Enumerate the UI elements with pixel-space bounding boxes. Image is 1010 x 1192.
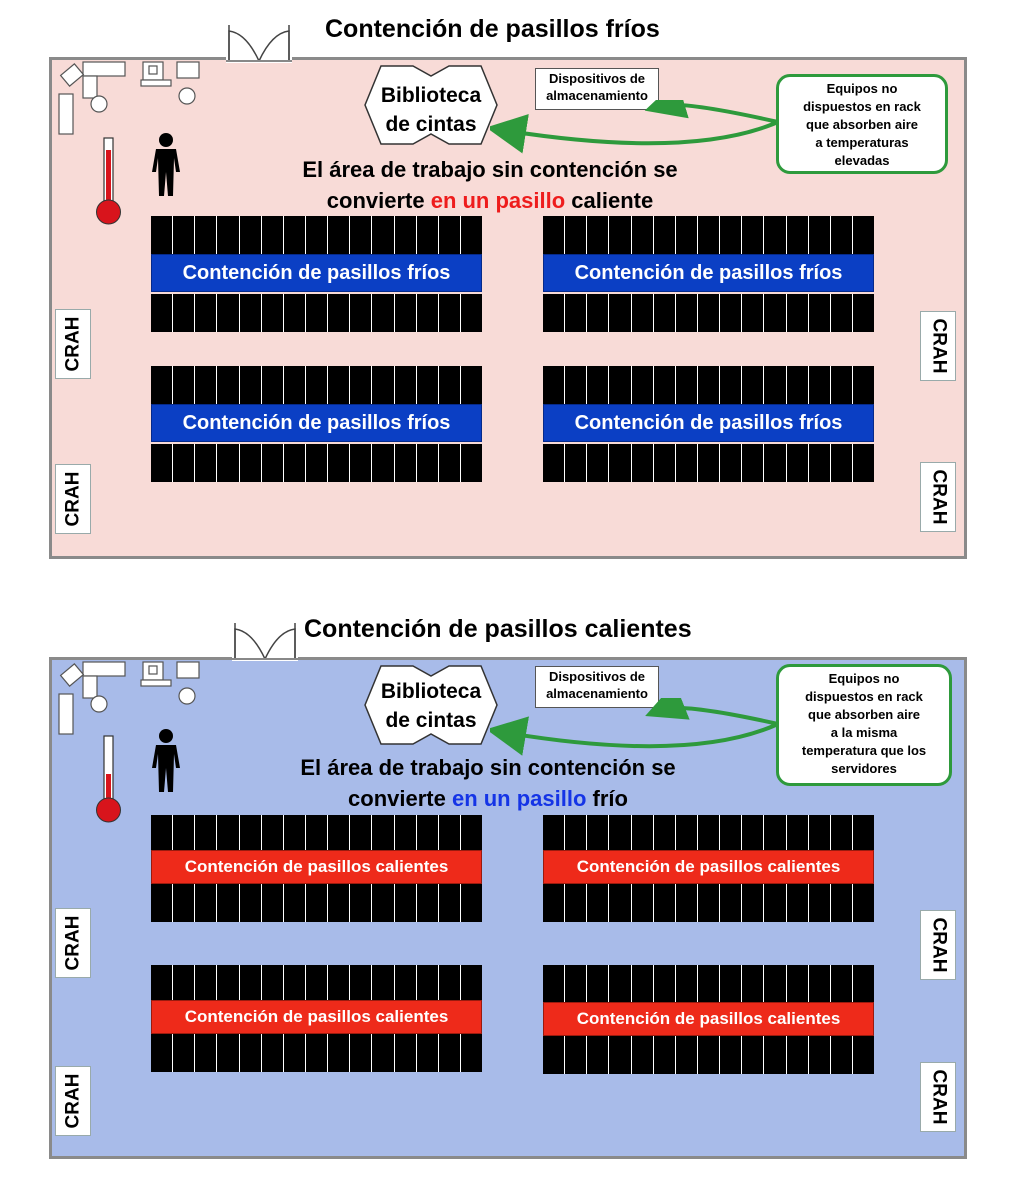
rack-cabinet	[438, 294, 460, 332]
rack-cabinet	[151, 1034, 172, 1072]
rack-cabinet	[586, 216, 608, 254]
rack-cabinet	[194, 294, 216, 332]
rack-cabinet	[786, 815, 808, 853]
rack-cabinet	[216, 815, 238, 853]
rack-cabinet	[261, 815, 283, 853]
hot-containment-band: Contención de pasillos calientes	[543, 850, 874, 884]
crah-unit: CRAH	[920, 462, 956, 532]
rack-cabinet	[763, 444, 785, 482]
rack-cabinet	[763, 216, 785, 254]
rack-cabinet	[261, 884, 283, 922]
rack-cabinet	[786, 965, 808, 1003]
rack-cabinet	[172, 366, 194, 404]
rack-row	[151, 965, 482, 1003]
rack-cabinet	[808, 815, 830, 853]
rack-cabinet	[852, 884, 874, 922]
rack-cabinet	[763, 1036, 785, 1074]
rack-cabinet	[564, 366, 586, 404]
rack-cabinet	[653, 884, 675, 922]
rack-cabinet	[675, 1036, 697, 1074]
rack-cabinet	[151, 884, 172, 922]
rack-cabinet	[216, 884, 238, 922]
rack-cabinet	[349, 1034, 371, 1072]
rack-cabinet	[261, 216, 283, 254]
crah-unit: CRAH	[920, 1062, 956, 1132]
cold-aisle-section	[0, 0, 1010, 570]
rack-cabinet	[830, 294, 852, 332]
rack-cabinet	[349, 444, 371, 482]
rack-cabinet	[151, 294, 172, 332]
rack-cabinet	[305, 884, 327, 922]
rack-cabinet	[697, 444, 719, 482]
door-icon	[232, 619, 298, 661]
rack-cabinet	[808, 884, 830, 922]
rack-cabinet	[719, 216, 741, 254]
rack-cabinet	[172, 216, 194, 254]
rack-cabinet	[327, 884, 349, 922]
rack-row	[151, 216, 482, 254]
rack-cabinet	[305, 815, 327, 853]
person-icon	[148, 132, 184, 198]
rack-cabinet	[371, 1034, 393, 1072]
rack-cabinet	[719, 444, 741, 482]
rack-cabinet	[830, 1036, 852, 1074]
rack-cabinet	[194, 444, 216, 482]
rack-cabinet	[741, 965, 763, 1003]
rack-cabinet	[371, 965, 393, 1003]
rack-cabinet	[394, 216, 416, 254]
door-icon	[226, 21, 292, 63]
rack-cabinet	[327, 366, 349, 404]
rack-cabinet	[675, 444, 697, 482]
rack-cabinet	[371, 216, 393, 254]
rack-cabinet	[697, 815, 719, 853]
rack-cabinet	[216, 1034, 238, 1072]
rack-cabinet	[394, 294, 416, 332]
rack-cabinet	[151, 815, 172, 853]
rack-cabinet	[608, 216, 630, 254]
rack-cabinet	[697, 884, 719, 922]
rack-cabinet	[216, 216, 238, 254]
rack-cabinet	[586, 965, 608, 1003]
rack-cabinet	[460, 815, 482, 853]
rack-cabinet	[675, 884, 697, 922]
rack-cabinet	[741, 216, 763, 254]
storage-devices-box: Dispositivos de almacenamiento	[535, 666, 659, 708]
rack-cabinet	[438, 965, 460, 1003]
rack-cabinet	[697, 965, 719, 1003]
rack-cabinet	[349, 815, 371, 853]
rack-cabinet	[172, 884, 194, 922]
rack-cabinet	[586, 444, 608, 482]
rack-cabinet	[438, 815, 460, 853]
rack-cabinet	[719, 1036, 741, 1074]
person-icon	[148, 728, 184, 794]
rack-row	[151, 366, 482, 404]
rack-row	[543, 1036, 874, 1074]
green-arrows	[490, 698, 790, 758]
rack-cabinet	[608, 965, 630, 1003]
work-area-label: El área de trabajo sin contención se convierte en un pasillo frío	[300, 755, 676, 811]
rack-cabinet	[719, 815, 741, 853]
rack-cabinet	[763, 366, 785, 404]
rack-cabinet	[852, 366, 874, 404]
rack-cabinet	[631, 884, 653, 922]
rack-cabinet	[852, 815, 874, 853]
storage-devices-box: Dispositivos de almacenamiento	[535, 68, 659, 110]
rack-cabinet	[741, 1036, 763, 1074]
rack-cabinet	[808, 216, 830, 254]
rack-cabinet	[394, 366, 416, 404]
rack-cabinet	[631, 1036, 653, 1074]
rack-row	[543, 815, 874, 853]
green-arrows	[490, 100, 790, 160]
rack-cabinet	[741, 884, 763, 922]
rack-cabinet	[608, 366, 630, 404]
rack-cabinet	[305, 965, 327, 1003]
rack-cabinet	[543, 965, 564, 1003]
rack-cabinet	[371, 366, 393, 404]
rack-cabinet	[151, 965, 172, 1003]
rack-cabinet	[194, 1034, 216, 1072]
rack-cabinet	[283, 815, 305, 853]
rack-cabinet	[543, 366, 564, 404]
cold-containment-band: Contención de pasillos fríos	[151, 254, 482, 292]
rack-cabinet	[172, 1034, 194, 1072]
rack-cabinet	[852, 444, 874, 482]
rack-cabinet	[653, 366, 675, 404]
rack-cabinet	[543, 294, 564, 332]
rack-cabinet	[239, 884, 261, 922]
rack-cabinet	[852, 1036, 874, 1074]
rack-cabinet	[675, 216, 697, 254]
work-area-label: El área de trabajo sin contención se convierte en un pasillo caliente	[302, 157, 678, 213]
rack-cabinet	[586, 366, 608, 404]
rack-cabinet	[852, 965, 874, 1003]
non-rack-equipment-note: Equipos no dispuestos en rack que absorben aire a temperaturas elevadas	[776, 74, 948, 174]
rack-cabinet	[786, 294, 808, 332]
rack-cabinet	[305, 444, 327, 482]
rack-cabinet	[283, 965, 305, 1003]
crah-unit: CRAH	[55, 908, 91, 978]
rack-cabinet	[438, 884, 460, 922]
crah-unit: CRAH	[920, 311, 956, 381]
rack-cabinet	[283, 366, 305, 404]
rack-cabinet	[239, 1034, 261, 1072]
rack-cabinet	[216, 444, 238, 482]
rack-cabinet	[741, 366, 763, 404]
rack-cabinet	[283, 216, 305, 254]
crah-unit: CRAH	[920, 910, 956, 980]
rack-cabinet	[239, 216, 261, 254]
cold-section-title: Contención de pasillos fríos	[325, 15, 660, 43]
rack-cabinet	[438, 444, 460, 482]
rack-row	[151, 815, 482, 853]
rack-cabinet	[194, 216, 216, 254]
rack-row	[543, 294, 874, 332]
rack-cabinet	[438, 366, 460, 404]
cold-containment-band: Contención de pasillos fríos	[543, 404, 874, 442]
hot-aisle-section	[0, 600, 1010, 1170]
rack-cabinet	[371, 884, 393, 922]
rack-cabinet	[416, 884, 438, 922]
rack-cabinet	[543, 444, 564, 482]
rack-cabinet	[653, 1036, 675, 1074]
rack-cabinet	[327, 444, 349, 482]
rack-cabinet	[608, 884, 630, 922]
rack-cabinet	[327, 1034, 349, 1072]
rack-cabinet	[194, 815, 216, 853]
rack-cabinet	[394, 884, 416, 922]
rack-cabinet	[608, 294, 630, 332]
rack-cabinet	[371, 294, 393, 332]
rack-cabinet	[763, 884, 785, 922]
hot-section-title: Contención de pasillos calientes	[304, 615, 692, 643]
rack-cabinet	[416, 216, 438, 254]
rack-cabinet	[763, 294, 785, 332]
rack-cabinet	[261, 366, 283, 404]
non-rack-equipment-note: Equipos no dispuestos en rack que absorben aire a la misma temperatura que los servidores	[776, 664, 952, 786]
rack-cabinet	[808, 1036, 830, 1074]
hot-containment-band: Contención de pasillos calientes	[543, 1002, 874, 1036]
rack-cabinet	[741, 294, 763, 332]
hot-containment-band: Contención de pasillos calientes	[151, 850, 482, 884]
rack-cabinet	[564, 815, 586, 853]
rack-cabinet	[653, 444, 675, 482]
tape-library-label: Biblioteca de cintas	[380, 680, 482, 732]
rack-cabinet	[786, 366, 808, 404]
rack-cabinet	[808, 294, 830, 332]
rack-row	[543, 366, 874, 404]
rack-cabinet	[719, 965, 741, 1003]
rack-cabinet	[741, 815, 763, 853]
rack-cabinet	[719, 294, 741, 332]
rack-cabinet	[283, 294, 305, 332]
desk-furniture-icon	[53, 660, 213, 740]
rack-cabinet	[371, 815, 393, 853]
rack-cabinet	[830, 815, 852, 853]
rack-cabinet	[830, 965, 852, 1003]
rack-row	[543, 444, 874, 482]
rack-cabinet	[763, 965, 785, 1003]
rack-cabinet	[741, 444, 763, 482]
rack-cabinet	[608, 815, 630, 853]
rack-cabinet	[830, 366, 852, 404]
rack-cabinet	[631, 294, 653, 332]
rack-cabinet	[830, 444, 852, 482]
rack-cabinet	[416, 444, 438, 482]
crah-unit: CRAH	[55, 1066, 91, 1136]
rack-cabinet	[675, 965, 697, 1003]
rack-cabinet	[172, 294, 194, 332]
rack-cabinet	[543, 815, 564, 853]
rack-cabinet	[194, 366, 216, 404]
cold-containment-band: Contención de pasillos fríos	[543, 254, 874, 292]
rack-cabinet	[438, 216, 460, 254]
rack-cabinet	[763, 815, 785, 853]
rack-cabinet	[564, 444, 586, 482]
tape-library-label: Biblioteca de cintas	[380, 84, 482, 136]
rack-cabinet	[151, 216, 172, 254]
crah-unit: CRAH	[55, 309, 91, 379]
rack-cabinet	[327, 216, 349, 254]
rack-cabinet	[808, 965, 830, 1003]
rack-cabinet	[239, 965, 261, 1003]
rack-cabinet	[460, 884, 482, 922]
rack-cabinet	[460, 216, 482, 254]
rack-cabinet	[349, 216, 371, 254]
rack-cabinet	[586, 1036, 608, 1074]
rack-cabinet	[608, 1036, 630, 1074]
thermometer-icon	[92, 734, 124, 826]
rack-cabinet	[786, 884, 808, 922]
rack-cabinet	[416, 366, 438, 404]
rack-row	[151, 294, 482, 332]
rack-cabinet	[608, 444, 630, 482]
rack-cabinet	[327, 965, 349, 1003]
rack-cabinet	[631, 444, 653, 482]
rack-cabinet	[564, 216, 586, 254]
rack-cabinet	[394, 444, 416, 482]
rack-cabinet	[631, 366, 653, 404]
rack-row	[151, 444, 482, 482]
rack-cabinet	[697, 1036, 719, 1074]
rack-cabinet	[786, 444, 808, 482]
rack-cabinet	[543, 1036, 564, 1074]
rack-cabinet	[586, 884, 608, 922]
rack-cabinet	[460, 965, 482, 1003]
rack-cabinet	[631, 216, 653, 254]
rack-cabinet	[216, 965, 238, 1003]
rack-cabinet	[261, 444, 283, 482]
rack-cabinet	[305, 1034, 327, 1072]
rack-cabinet	[631, 815, 653, 853]
rack-cabinet	[394, 1034, 416, 1072]
rack-cabinet	[416, 815, 438, 853]
rack-cabinet	[349, 965, 371, 1003]
desk-furniture-icon	[53, 60, 213, 140]
rack-cabinet	[239, 294, 261, 332]
rack-cabinet	[653, 815, 675, 853]
rack-cabinet	[543, 884, 564, 922]
rack-cabinet	[543, 216, 564, 254]
thermometer-icon	[92, 136, 124, 228]
rack-cabinet	[349, 884, 371, 922]
rack-cabinet	[371, 444, 393, 482]
rack-cabinet	[327, 294, 349, 332]
rack-cabinet	[564, 965, 586, 1003]
rack-cabinet	[786, 1036, 808, 1074]
rack-cabinet	[852, 216, 874, 254]
rack-cabinet	[830, 216, 852, 254]
rack-row	[151, 884, 482, 922]
rack-cabinet	[564, 884, 586, 922]
rack-cabinet	[283, 884, 305, 922]
rack-cabinet	[394, 965, 416, 1003]
rack-cabinet	[239, 444, 261, 482]
rack-cabinet	[305, 216, 327, 254]
rack-cabinet	[830, 884, 852, 922]
cold-containment-band: Contención de pasillos fríos	[151, 404, 482, 442]
rack-cabinet	[697, 294, 719, 332]
rack-cabinet	[151, 444, 172, 482]
rack-cabinet	[216, 294, 238, 332]
rack-cabinet	[564, 294, 586, 332]
rack-cabinet	[808, 366, 830, 404]
rack-cabinet	[239, 815, 261, 853]
rack-cabinet	[719, 366, 741, 404]
rack-cabinet	[172, 965, 194, 1003]
crah-unit: CRAH	[55, 464, 91, 534]
rack-cabinet	[460, 294, 482, 332]
rack-cabinet	[653, 294, 675, 332]
rack-cabinet	[216, 366, 238, 404]
rack-cabinet	[852, 294, 874, 332]
rack-cabinet	[586, 294, 608, 332]
rack-cabinet	[564, 1036, 586, 1074]
rack-cabinet	[305, 294, 327, 332]
rack-cabinet	[394, 815, 416, 853]
rack-row	[151, 1034, 482, 1072]
rack-cabinet	[416, 1034, 438, 1072]
rack-row	[543, 965, 874, 1003]
rack-cabinet	[416, 965, 438, 1003]
rack-cabinet	[719, 884, 741, 922]
rack-row	[543, 216, 874, 254]
rack-cabinet	[261, 1034, 283, 1072]
rack-cabinet	[460, 1034, 482, 1072]
rack-cabinet	[460, 366, 482, 404]
rack-cabinet	[438, 1034, 460, 1072]
rack-cabinet	[653, 216, 675, 254]
rack-cabinet	[327, 815, 349, 853]
rack-cabinet	[653, 965, 675, 1003]
rack-cabinet	[460, 444, 482, 482]
rack-cabinet	[239, 366, 261, 404]
rack-cabinet	[586, 815, 608, 853]
rack-cabinet	[675, 366, 697, 404]
rack-cabinet	[283, 444, 305, 482]
rack-cabinet	[261, 965, 283, 1003]
rack-cabinet	[675, 294, 697, 332]
rack-cabinet	[349, 366, 371, 404]
rack-cabinet	[631, 965, 653, 1003]
rack-cabinet	[194, 965, 216, 1003]
rack-cabinet	[697, 366, 719, 404]
rack-cabinet	[697, 216, 719, 254]
hot-containment-band: Contención de pasillos calientes	[151, 1000, 482, 1034]
rack-cabinet	[172, 815, 194, 853]
rack-cabinet	[786, 216, 808, 254]
rack-cabinet	[283, 1034, 305, 1072]
rack-cabinet	[172, 444, 194, 482]
rack-cabinet	[675, 815, 697, 853]
rack-cabinet	[151, 366, 172, 404]
rack-cabinet	[261, 294, 283, 332]
rack-row	[543, 884, 874, 922]
rack-cabinet	[194, 884, 216, 922]
rack-cabinet	[808, 444, 830, 482]
rack-cabinet	[349, 294, 371, 332]
rack-cabinet	[416, 294, 438, 332]
rack-cabinet	[305, 366, 327, 404]
